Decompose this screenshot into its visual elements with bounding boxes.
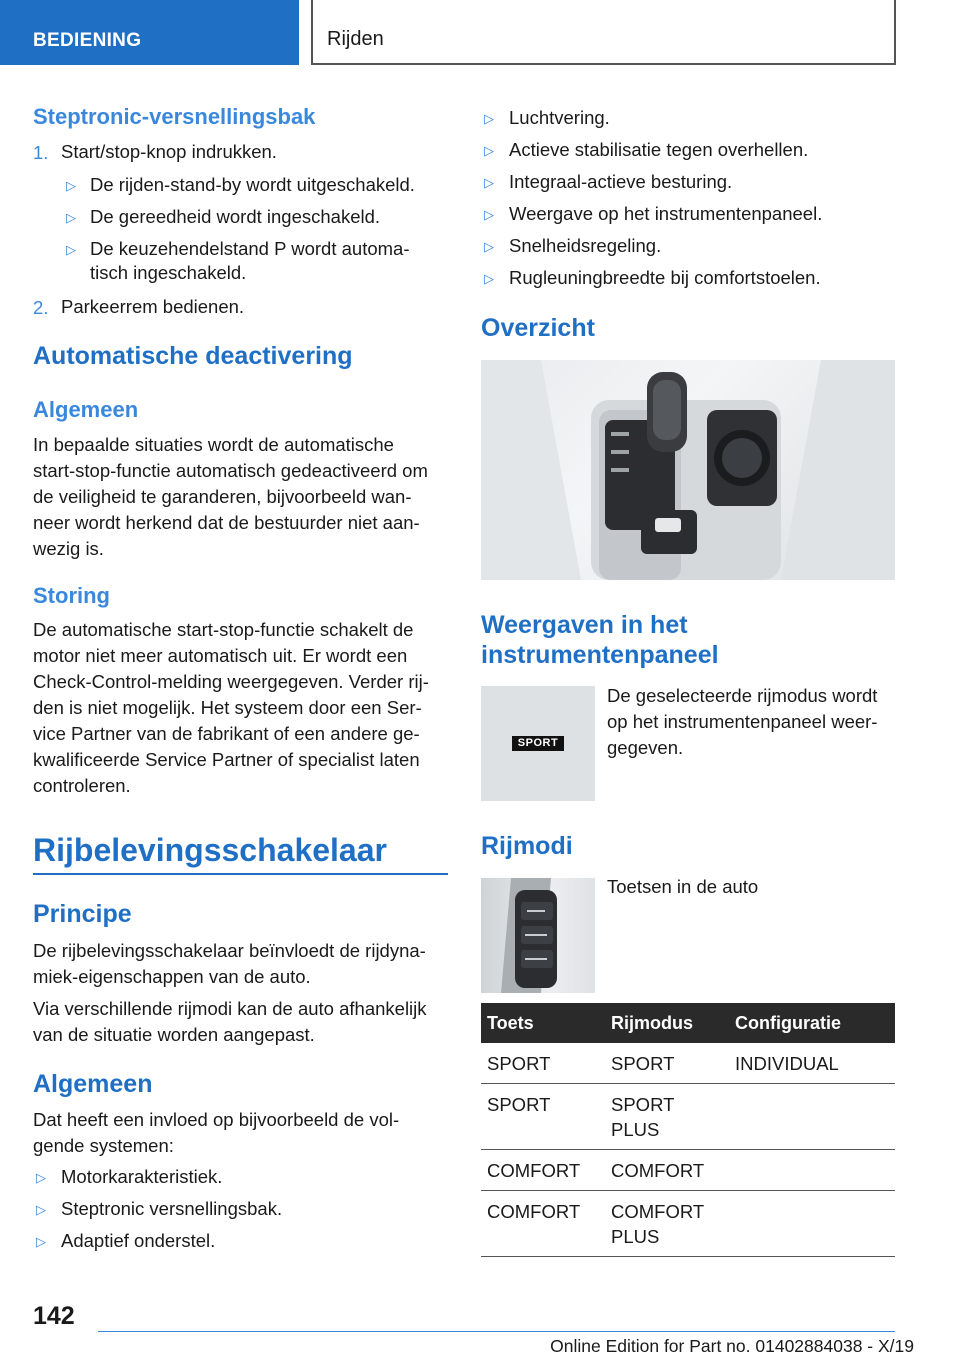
- system-item: Luchtvering.: [509, 107, 610, 128]
- bullet-triangle-icon: ▷: [36, 1234, 46, 1249]
- paragraph-line: op het instrumentenpaneel weer-: [607, 711, 878, 732]
- system-item: Steptronic versnellingsbak.: [61, 1198, 283, 1219]
- table-cell: [729, 1084, 895, 1150]
- paragraph-line: den is niet mogelijk. Het systeem door een Ser-: [33, 697, 422, 718]
- table-cell: INDIVIDUAL: [729, 1043, 895, 1084]
- table-cell: SPORT: [481, 1084, 605, 1150]
- system-item: Integraal-actieve besturing.: [509, 171, 733, 192]
- heading-principe: Principe: [33, 900, 132, 928]
- bullet-triangle-icon: ▷: [66, 210, 76, 225]
- paragraph-line: controleren.: [33, 775, 131, 796]
- sport-display-image: [481, 686, 595, 801]
- heading-rijmodi: Rijmodi: [481, 832, 573, 860]
- system-item: Motorkarakteristiek.: [61, 1166, 223, 1187]
- heading-algemeen: Algemeen: [33, 1070, 153, 1098]
- paragraph-line: vice Partner van de fabrikant of een andere ge-: [33, 723, 420, 744]
- paragraph-line: wezig is.: [33, 538, 104, 559]
- footer-edition: Online Edition for Part no. 01402884038 - X/19: [550, 1336, 914, 1356]
- table-row: [481, 1043, 895, 1084]
- bullet-text: De gereedheid wordt ingeschakeld.: [90, 206, 381, 227]
- center-console-image: [481, 360, 895, 580]
- bullet-triangle-icon: ▷: [484, 207, 494, 222]
- paragraph-line: motor niet meer automatisch uit. Er wordt een: [33, 645, 408, 666]
- heading-steptronic: Steptronic-versnellingsbak: [33, 104, 316, 129]
- paragraph-line: Dat heeft een invloed op bijvoorbeeld de vol-: [33, 1109, 400, 1130]
- bullet-triangle-icon: ▷: [484, 175, 494, 190]
- table-cell: [729, 1191, 895, 1257]
- bullet-triangle-icon: ▷: [36, 1170, 46, 1185]
- table-row: [481, 1084, 895, 1150]
- heading-underline: [33, 873, 448, 875]
- header-chapter-box: [311, 0, 896, 65]
- table-cell: [729, 1150, 895, 1191]
- bullet-triangle-icon: ▷: [484, 271, 494, 286]
- paragraph-line: gende systemen:: [33, 1135, 174, 1156]
- paragraph-line: gegeven.: [607, 737, 684, 758]
- paragraph-line: De rijbelevingsschakelaar beïnvloedt de rijdyna-: [33, 940, 426, 961]
- drive-mode-buttons-drawing: [481, 878, 595, 993]
- paragraph-line: kwalificeerde Service Partner of specialist laten: [33, 749, 420, 770]
- header-section-tab: [0, 0, 299, 65]
- paragraph-line: De geselecteerde rijmodus wordt: [607, 685, 878, 706]
- step-2-text: Parkeerrem bedienen.: [61, 296, 245, 317]
- bullet-triangle-icon: ▷: [36, 1202, 46, 1217]
- table-header-cell: Toets: [481, 1003, 605, 1043]
- heading-weergaven-2: instrumentenpaneel: [481, 641, 719, 669]
- bullet-triangle-icon: ▷: [484, 143, 494, 158]
- footer-rule: [98, 1331, 895, 1332]
- step-1-number: 1.: [33, 142, 49, 163]
- paragraph-line: De automatische start-stop-functie schakelt de: [33, 619, 414, 640]
- system-item: Snelheidsregeling.: [509, 235, 662, 256]
- paragraph-line: In bepaalde situaties wordt de automatische: [33, 434, 394, 455]
- table-row: [481, 1191, 895, 1257]
- center-console-drawing: [481, 360, 895, 580]
- system-item: Rugleuningbreedte bij comfortstoelen.: [509, 267, 821, 288]
- drive-mode-table: [481, 1003, 895, 1257]
- bullet-text: De keuzehendelstand P wordt automa-: [90, 238, 410, 259]
- table-row: [481, 1150, 895, 1191]
- system-item: Actieve stabilisatie tegen overhellen.: [509, 139, 809, 160]
- heading-rijbelevingsschakelaar: Rijbelevingsschakelaar: [33, 832, 387, 868]
- paragraph-line: van de situatie worden aangepast.: [33, 1024, 315, 1045]
- paragraph-line: start-stop-functie automatisch gedeactiveerd om: [33, 460, 428, 481]
- system-item: Adaptief onderstel.: [61, 1230, 216, 1251]
- paragraph-line: neer wordt herkend dat de bestuurder niet aan-: [33, 512, 420, 533]
- table-cell: COMFORT PLUS: [605, 1191, 729, 1257]
- subheading-storing: Storing: [33, 583, 110, 608]
- drive-mode-buttons-image: [481, 878, 595, 993]
- table-cell: SPORT PLUS: [605, 1084, 729, 1150]
- header-chapter-label: Rijden: [327, 28, 384, 50]
- table-header-cell: Configuratie: [729, 1003, 895, 1043]
- paragraph-line: Via verschillende rijmodi kan de auto afhankelijk: [33, 998, 427, 1019]
- system-item: Weergave op het instrumentenpaneel.: [509, 203, 823, 224]
- table-cell: SPORT: [605, 1043, 729, 1084]
- table-header-cell: Rijmodus: [605, 1003, 729, 1043]
- paragraph-line: Check-Control-melding weergegeven. Verder rij-: [33, 671, 429, 692]
- heading-weergaven-1: Weergaven in het: [481, 611, 688, 639]
- paragraph-line: de veiligheid te garanderen, bijvoorbeeld wan-: [33, 486, 412, 507]
- bullet-triangle-icon: ▷: [484, 239, 494, 254]
- paragraph-line: miek-eigenschappen van de auto.: [33, 966, 311, 987]
- table-cell: SPORT: [481, 1043, 605, 1084]
- subheading-algemeen: Algemeen: [33, 397, 139, 422]
- step-2-number: 2.: [33, 297, 49, 318]
- rijmodi-caption: Toetsen in de auto: [607, 876, 759, 897]
- table-header-row: [481, 1003, 895, 1043]
- bullet-text: De rijden-stand-by wordt uitgeschakeld.: [90, 174, 415, 195]
- table-cell: COMFORT: [481, 1191, 605, 1257]
- header-section-label: BEDIENING: [33, 30, 142, 51]
- bullet-text-cont: tisch ingeschakeld.: [90, 262, 247, 283]
- heading-overzicht: Overzicht: [481, 314, 595, 342]
- bullet-triangle-icon: ▷: [66, 242, 76, 257]
- page-number: 142: [33, 1302, 75, 1330]
- step-1-text: Start/stop-knop indrukken.: [61, 141, 277, 162]
- bullet-triangle-icon: ▷: [484, 111, 494, 126]
- heading-auto-deactivering: Automatische deactivering: [33, 342, 353, 370]
- sport-badge: SPORT: [512, 736, 564, 751]
- table-cell: COMFORT: [481, 1150, 605, 1191]
- table-cell: COMFORT: [605, 1150, 729, 1191]
- bullet-triangle-icon: ▷: [66, 178, 76, 193]
